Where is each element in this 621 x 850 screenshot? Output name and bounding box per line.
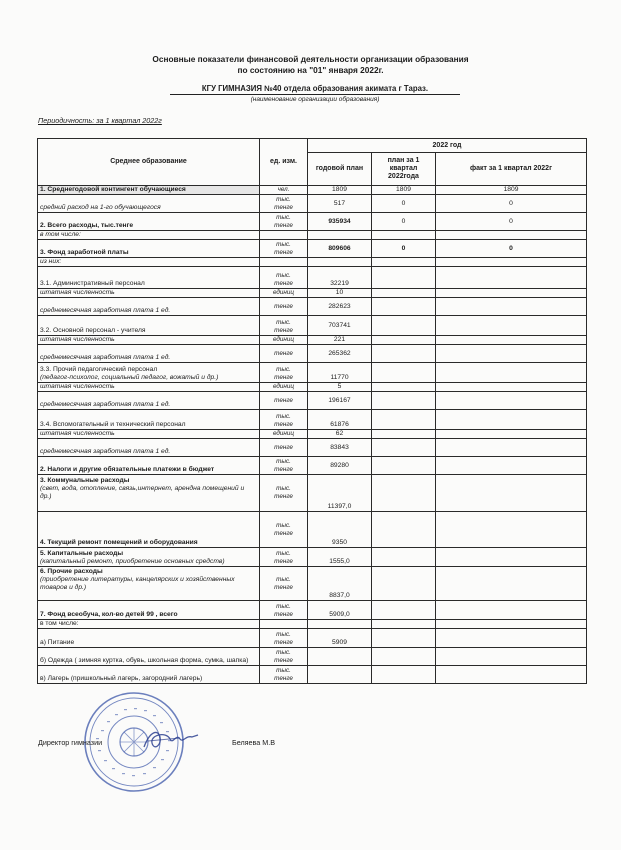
unit-line-2: тенге — [274, 529, 293, 537]
unit-line-1: тыс. — [276, 272, 291, 279]
row-name-line-1: 3. Коммунальные расходы — [40, 477, 130, 484]
row-unit — [260, 240, 308, 258]
table-row — [38, 213, 587, 231]
row-plan — [308, 666, 372, 684]
unit-line-2: тенге — [274, 493, 293, 500]
row-fact: 0 — [436, 213, 587, 231]
table-row — [38, 620, 587, 629]
row-plan — [308, 648, 372, 666]
row-name-line-2: (свет, вода, отопление, связь,интернет, арeндна помещений и др.) — [40, 485, 245, 500]
row-unit — [260, 512, 308, 548]
row-name: б) Одежда ( зимняя куртка, обувь, школьная форма, сумка, шапка) — [38, 648, 260, 666]
row-name: 3.1. Административный персонал — [38, 267, 260, 289]
row-name: 3.4. Вспомогательный и технический персонал — [38, 410, 260, 430]
row-name-line-1: 3.3. Прочий педагогический персонал — [40, 366, 158, 373]
row-name: среднемесячная заработная плата 1 ед. — [38, 298, 260, 316]
row-name: 1. Среднегодовой контингент обучающиеся — [38, 186, 260, 195]
row-plan-quarter: 1809 — [372, 186, 436, 195]
row-unit — [260, 267, 308, 289]
unit-line-2: тенге — [274, 657, 293, 664]
row-plan: 89280 — [308, 457, 372, 475]
row-unit: единиц — [260, 289, 308, 298]
row-plan: 1555,0 — [308, 548, 372, 567]
row-unit — [260, 213, 308, 231]
row-plan: 83843 — [308, 439, 372, 457]
row-name: а) Питание — [38, 629, 260, 648]
unit-line-2: тенге — [274, 583, 293, 591]
row-plan: 517 — [308, 195, 372, 213]
header-year: 2022 год — [308, 139, 587, 153]
table-row — [38, 258, 587, 267]
row-unit: тенге — [260, 298, 308, 316]
unit-line-1: тыс. — [276, 319, 291, 326]
row-name-line-1: 5. Капитальные расходы — [40, 550, 124, 557]
row-name: 3.2. Основной персонал - учителя — [38, 316, 260, 336]
row-name: среднемесячная заработная плата 1 ед. — [38, 392, 260, 410]
table-row — [38, 316, 587, 336]
row-name-line-1: 6. Прочие расходы — [40, 568, 103, 575]
row-plan: 32219 — [308, 267, 372, 289]
unit-line-1: тыс. — [276, 413, 291, 420]
row-plan: 61876 — [308, 410, 372, 430]
title-line-1: Основные показатели финансовой деятельности организации образования — [152, 54, 469, 64]
row-fact: 0 — [436, 195, 587, 213]
row-name: в том числе: — [38, 231, 260, 240]
row-plan-quarter: 0 — [372, 213, 436, 231]
table-row — [38, 392, 587, 410]
row-unit — [260, 475, 308, 512]
table-row — [38, 289, 587, 298]
table-row — [38, 430, 587, 439]
unit-line-2: тенге — [274, 466, 293, 473]
row-unit: единиц — [260, 336, 308, 345]
unit-line-2: тенге — [274, 675, 293, 682]
row-unit — [260, 363, 308, 383]
row-plan: 221 — [308, 336, 372, 345]
row-plan: 809606 — [308, 240, 372, 258]
table-row — [38, 475, 587, 512]
unit-line-1: тыс. — [276, 196, 291, 203]
organization-note: (наименование организации образования) — [250, 96, 380, 103]
row-plan: 5909 — [308, 629, 372, 648]
table-row — [38, 240, 587, 258]
unit-line-2: тенге — [274, 639, 293, 646]
organization-name: КГУ ГИМНАЗИЯ №40 отдела образования акимата г Тараз. — [170, 84, 460, 95]
table-row — [38, 298, 587, 316]
unit-line-1: тыс. — [276, 631, 291, 638]
row-unit — [260, 410, 308, 430]
row-fact: 0 — [436, 240, 587, 258]
unit-line-2: тенге — [274, 611, 293, 618]
unit-line-1: тыс. — [276, 575, 291, 583]
row-plan: 11770 — [308, 363, 372, 383]
row-unit — [260, 567, 308, 601]
director-label: Директор гимназии — [38, 738, 103, 747]
row-name — [38, 363, 260, 383]
header-plan-quarter: план за 1 квартал 2022года — [372, 153, 436, 186]
unit-line-1: тыс. — [276, 214, 291, 221]
row-name: штатная численность — [38, 383, 260, 392]
unit-line-1: тыс. — [276, 667, 291, 674]
row-plan: 8837,0 — [308, 567, 372, 601]
unit-line-2: тенге — [274, 280, 293, 287]
table-row — [38, 439, 587, 457]
header-fact-quarter: факт за 1 квартал 2022г — [436, 153, 587, 186]
unit-line-1: тыс. — [276, 521, 291, 529]
row-plan: 265362 — [308, 345, 372, 363]
table-row — [38, 457, 587, 475]
row-name: штатная численность — [38, 336, 260, 345]
row-name: из них: — [38, 258, 260, 267]
row-unit: тенге — [260, 345, 308, 363]
table-row — [38, 512, 587, 548]
table-row — [38, 666, 587, 684]
unit-line-1: тыс. — [276, 458, 291, 465]
row-unit — [260, 666, 308, 684]
header-unit: ед. изм. — [260, 139, 308, 186]
unit-line-1: тыс. — [276, 485, 291, 492]
row-name — [38, 548, 260, 567]
row-name: среднемесячная заработная плата 1 ед. — [38, 439, 260, 457]
row-unit — [260, 457, 308, 475]
row-plan: 5 — [308, 383, 372, 392]
unit-line-2: тенге — [274, 249, 293, 256]
row-unit: единиц — [260, 430, 308, 439]
period-label: Периодичность: за 1 квартал 2022г — [38, 116, 162, 125]
row-plan: 11397,0 — [308, 475, 372, 512]
row-name-line-2: (педагог-психолог, социальный педагог, вожатый и др.) — [40, 374, 219, 381]
row-unit — [260, 648, 308, 666]
table-row — [38, 231, 587, 240]
table-row — [38, 383, 587, 392]
row-unit — [260, 548, 308, 567]
unit-line-2: тенге — [274, 421, 293, 428]
row-plan: 935934 — [308, 213, 372, 231]
table-row — [38, 601, 587, 620]
table-row — [38, 345, 587, 363]
row-name: 4. Текущий ремонт помещений и оборудования — [38, 512, 260, 548]
row-unit — [260, 195, 308, 213]
unit-line-2: тенге — [274, 222, 293, 229]
unit-line-1: тыс. — [276, 241, 291, 248]
table-row — [38, 548, 587, 567]
row-plan: 196167 — [308, 392, 372, 410]
table-row — [38, 195, 587, 213]
row-fact: 1809 — [436, 186, 587, 195]
unit-line-2: тенге — [274, 327, 293, 334]
unit-line-1: тыс. — [276, 649, 291, 656]
header-name: Среднее образование — [38, 139, 260, 186]
row-plan-quarter: 0 — [372, 195, 436, 213]
table-row — [38, 186, 587, 195]
row-unit: единиц — [260, 383, 308, 392]
table-row — [38, 648, 587, 666]
table-row — [38, 267, 587, 289]
row-name: среднемесячная заработная плата 1 ед. — [38, 345, 260, 363]
row-name — [38, 567, 260, 601]
row-name: штатная численность — [38, 430, 260, 439]
document-title — [0, 54, 621, 76]
row-name: средний расход на 1-го обучающегося — [38, 195, 260, 213]
row-plan-quarter: 0 — [372, 240, 436, 258]
row-name-line-2: (капитальный ремонт, приобретение основных средств) — [40, 558, 225, 565]
table-body — [38, 186, 587, 684]
row-name: штатная численность — [38, 289, 260, 298]
row-unit: тенге — [260, 439, 308, 457]
row-plan: 9350 — [308, 512, 372, 548]
financial-table — [37, 138, 587, 684]
table-row — [38, 410, 587, 430]
row-name: в том числе: — [38, 620, 260, 629]
row-plan: 5909,0 — [308, 601, 372, 620]
unit-line-2: тенге — [274, 374, 293, 381]
row-unit: тенге — [260, 392, 308, 410]
row-plan: 703741 — [308, 316, 372, 336]
row-unit: чел. — [260, 186, 308, 195]
row-name: 2. Налоги и другие обязательные платежи в бюджет — [38, 457, 260, 475]
director-name: Беляева М.В — [232, 738, 276, 747]
row-plan: 1809 — [308, 186, 372, 195]
row-name — [38, 475, 260, 512]
table-row — [38, 567, 587, 601]
table-row — [38, 336, 587, 345]
unit-line-2: тенге — [274, 558, 293, 565]
header-plan-year: годовой план — [308, 153, 372, 186]
unit-line-1: тыс. — [276, 366, 291, 373]
row-name: 7. Фонд всеобуча, кол-во детей 99 , всего — [38, 601, 260, 620]
row-name: 2. Всего расходы, тыс.тенге — [38, 213, 260, 231]
row-plan: 62 — [308, 430, 372, 439]
unit-line-1: тыс. — [276, 603, 291, 610]
handwritten-signature-icon — [140, 725, 200, 755]
table-row — [38, 363, 587, 383]
table-row — [38, 629, 587, 648]
row-name-line-2: (приобретение литературы, канцелярских и хозяйственных товаров и др.) — [40, 576, 235, 591]
unit-line-1: тыс. — [276, 550, 291, 557]
unit-line-2: тенге — [274, 204, 293, 211]
row-unit — [260, 629, 308, 648]
row-name: 3. Фонд заработной платы — [38, 240, 260, 258]
row-plan: 10 — [308, 289, 372, 298]
row-unit — [260, 316, 308, 336]
row-name: в) Лагерь (пришкольный лагерь, загородний лагерь) — [38, 666, 260, 684]
row-unit — [260, 601, 308, 620]
title-line-2: по состоянию на "01" января 2022г. — [237, 65, 384, 75]
row-plan: 282623 — [308, 298, 372, 316]
